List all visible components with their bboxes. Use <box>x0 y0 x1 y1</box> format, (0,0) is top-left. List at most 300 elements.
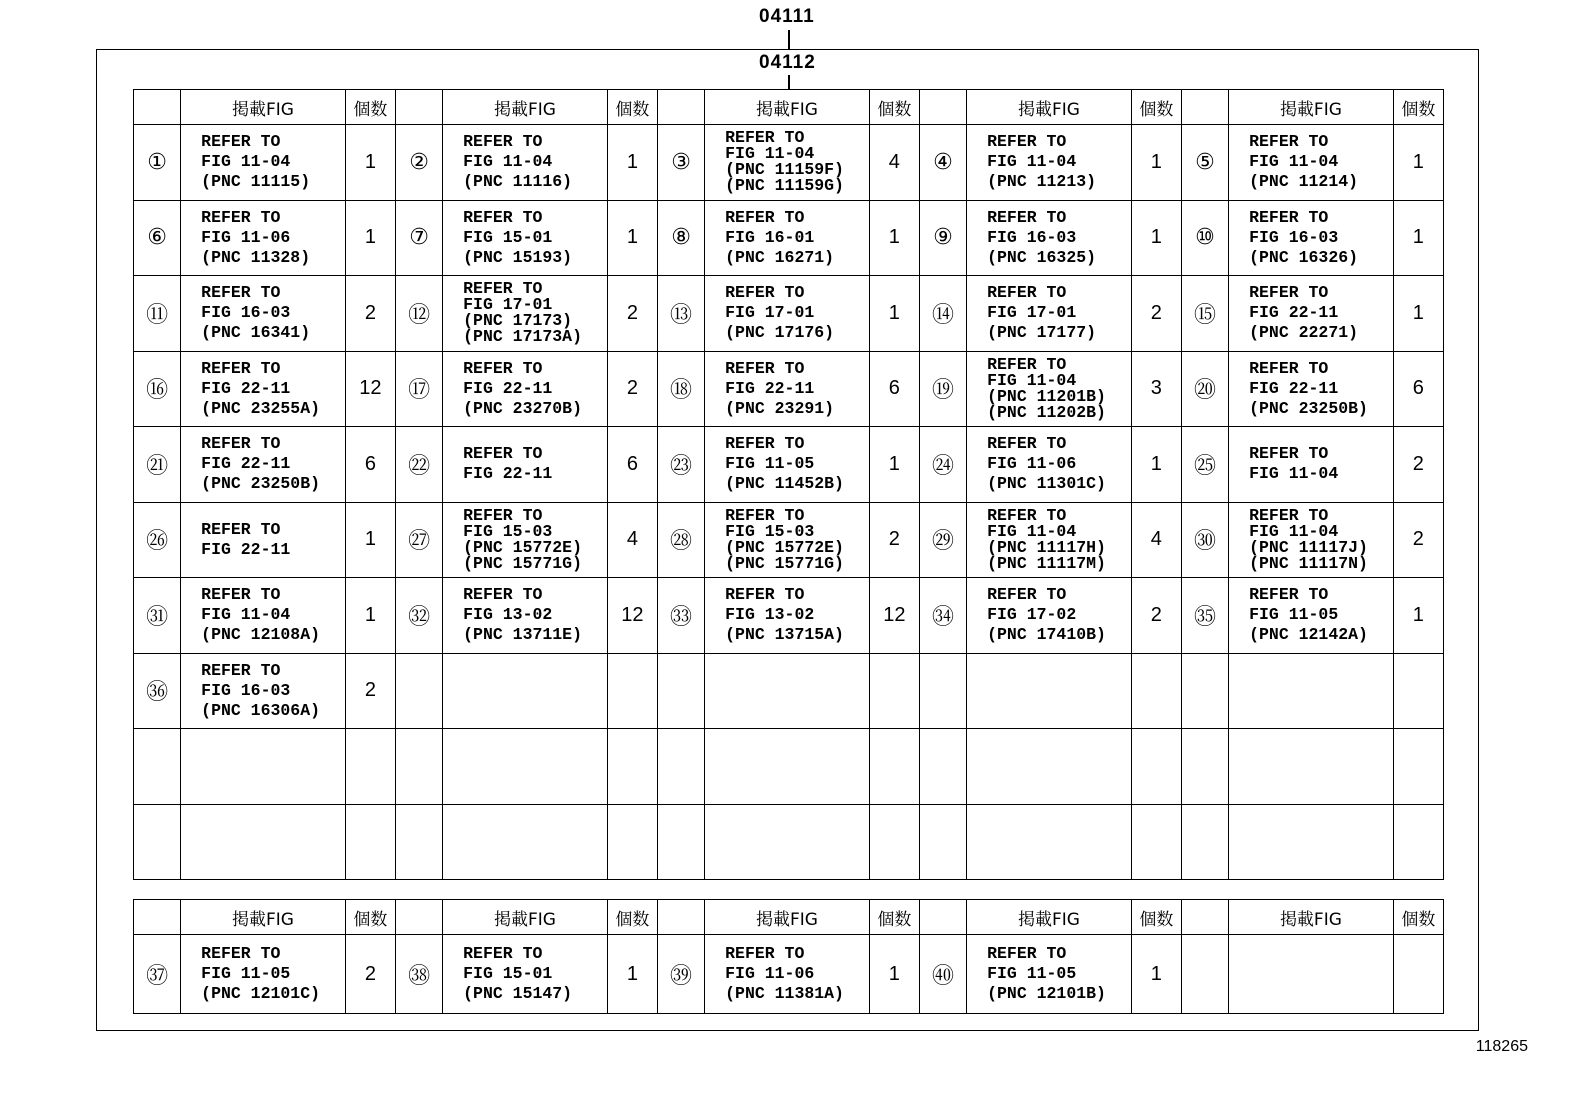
header-fig-label: 掲載FIG <box>1229 90 1394 125</box>
fig-reference-line: REFER TO <box>1249 358 1329 378</box>
header-number-cell <box>657 90 704 125</box>
quantity <box>1393 935 1443 1014</box>
fig-reference-line: REFER TO <box>1249 132 1329 152</box>
item-number: ㉑ <box>134 427 181 503</box>
fig-reference-line: FIG 15-03 <box>463 521 553 541</box>
fig-reference-line: FIG 22-11 <box>201 539 291 559</box>
quantity <box>1393 653 1443 729</box>
header-number-cell <box>395 90 442 125</box>
item-number <box>395 804 442 880</box>
header-qty-label: 個数 <box>1131 900 1181 935</box>
fig-reference <box>705 578 870 654</box>
fig-reference-line: FIG 11-05 <box>1249 605 1339 625</box>
figure-code: 118265 <box>1475 1038 1528 1055</box>
fig-reference-line: REFER TO <box>463 207 543 227</box>
table-row <box>134 653 1444 729</box>
fig-reference-line: (PNC 12101B) <box>987 984 1106 1003</box>
fig-reference-line: FIG 15-01 <box>463 227 553 247</box>
fig-reference-line: FIG 22-11 <box>725 378 815 398</box>
fig-reference-line: FIG 17-01 <box>987 303 1077 323</box>
inner-assembly-number: 04112 <box>759 52 816 73</box>
header-qty-label: 個数 <box>345 90 395 125</box>
fig-reference <box>967 427 1132 503</box>
table-row <box>134 729 1444 805</box>
fig-reference <box>181 200 346 276</box>
item-number <box>134 729 181 805</box>
header-number-cell <box>657 900 704 935</box>
fig-reference-line: FIG 22-11 <box>201 454 291 474</box>
item-number <box>657 804 704 880</box>
fig-reference <box>181 125 346 201</box>
fig-reference <box>1229 729 1394 805</box>
fig-reference-line: (PNC 12101C) <box>201 984 320 1003</box>
quantity: 6 <box>869 351 919 427</box>
item-number: ⑰ <box>395 351 442 427</box>
quantity <box>345 729 395 805</box>
quantity: 1 <box>1393 276 1443 352</box>
item-number: ㉙ <box>919 502 966 578</box>
fig-reference-line: REFER TO <box>987 944 1067 963</box>
fig-reference-line: (PNC 11201B) <box>987 386 1106 406</box>
item-number: ㉓ <box>657 427 704 503</box>
fig-reference-line: REFER TO <box>725 585 805 605</box>
fig-reference <box>1229 200 1394 276</box>
quantity: 1 <box>1131 427 1181 503</box>
quantity <box>869 804 919 880</box>
fig-reference-line: (PNC 23270B) <box>463 398 582 418</box>
fig-reference <box>967 276 1132 352</box>
item-number: ㉚ <box>1181 502 1228 578</box>
fig-reference-line: (PNC 23250B) <box>1249 398 1368 418</box>
fig-reference <box>967 125 1132 201</box>
fig-reference <box>443 125 608 201</box>
fig-reference-line: (PNC 13711E) <box>463 625 582 645</box>
header-fig-label: 掲載FIG <box>705 900 870 935</box>
header-qty-label: 個数 <box>869 90 919 125</box>
item-number: ⑬ <box>657 276 704 352</box>
fig-reference <box>1229 427 1394 503</box>
fig-reference <box>181 653 346 729</box>
fig-reference-line: (PNC 15772E) <box>463 537 582 557</box>
fig-reference-line: (PNC 11328) <box>201 247 311 267</box>
header-fig-label: 掲載FIG <box>705 90 870 125</box>
fig-reference-line: (PNC 11116) <box>463 172 573 192</box>
quantity: 2 <box>607 351 657 427</box>
fig-reference-line: (PNC 16306A) <box>201 700 320 720</box>
quantity: 1 <box>1131 935 1181 1014</box>
fig-reference-line: REFER TO <box>463 279 543 299</box>
fig-reference-line: REFER TO <box>987 585 1067 605</box>
fig-reference-line: REFER TO <box>463 585 543 605</box>
header-qty-label: 個数 <box>1393 90 1443 125</box>
fig-reference <box>1229 804 1394 880</box>
fig-reference <box>967 578 1132 654</box>
quantity: 2 <box>1393 502 1443 578</box>
fig-reference <box>443 578 608 654</box>
quantity <box>869 729 919 805</box>
fig-reference-line: (PNC 11117J) <box>1249 537 1368 557</box>
quantity <box>1131 729 1181 805</box>
fig-reference-line: (PNC 17410B) <box>987 625 1106 645</box>
item-number <box>657 653 704 729</box>
header-qty-label: 個数 <box>1131 90 1181 125</box>
fig-reference-line: FIG 11-05 <box>987 964 1077 983</box>
item-number: ⑩ <box>1181 200 1228 276</box>
quantity: 1 <box>869 276 919 352</box>
item-number: ② <box>395 125 442 201</box>
fig-reference-line: FIG 22-11 <box>463 464 553 484</box>
fig-reference-line: FIG 13-02 <box>463 605 553 625</box>
quantity: 1 <box>607 125 657 201</box>
item-number: ⑪ <box>134 276 181 352</box>
item-number: ㉜ <box>395 578 442 654</box>
fig-reference <box>443 276 608 352</box>
fig-reference-line: FIG 11-04 <box>1249 152 1339 172</box>
table-row <box>134 935 1444 1014</box>
fig-reference-line: REFER TO <box>1249 505 1329 525</box>
fig-reference-line: (PNC 12142A) <box>1249 625 1368 645</box>
fig-reference-line: REFER TO <box>201 207 281 227</box>
fig-reference-line: REFER TO <box>725 128 805 148</box>
quantity: 2 <box>345 935 395 1014</box>
fig-reference <box>181 804 346 880</box>
item-number: ④ <box>919 125 966 201</box>
quantity: 1 <box>1393 578 1443 654</box>
fig-reference <box>967 729 1132 805</box>
fig-reference-line: (PNC 22271) <box>1249 323 1359 343</box>
fig-reference-line: FIG 16-01 <box>725 227 815 247</box>
fig-reference <box>705 427 870 503</box>
quantity: 12 <box>869 578 919 654</box>
fig-reference-line: (PNC 11117H) <box>987 537 1106 557</box>
fig-reference <box>443 935 608 1014</box>
quantity: 1 <box>345 200 395 276</box>
quantity <box>345 804 395 880</box>
fig-reference-line: REFER TO <box>201 132 281 152</box>
item-number: ⑨ <box>919 200 966 276</box>
table-row <box>134 351 1444 427</box>
quantity: 1 <box>1131 125 1181 201</box>
item-number <box>919 653 966 729</box>
fig-reference-line: FIG 22-11 <box>1249 378 1339 398</box>
header-number-cell <box>134 900 181 935</box>
quantity: 6 <box>1393 351 1443 427</box>
fig-reference-line: (PNC 11452B) <box>725 474 844 494</box>
fig-reference-line: REFER TO <box>1249 585 1329 605</box>
fig-reference-line: REFER TO <box>463 132 543 152</box>
header-fig-label: 掲載FIG <box>181 90 346 125</box>
fig-reference <box>443 200 608 276</box>
header-number-cell <box>919 90 966 125</box>
fig-reference-line: (PNC 13715A) <box>725 625 844 645</box>
item-number: ㉝ <box>657 578 704 654</box>
fig-reference-line: (PNC 15771G) <box>463 553 582 573</box>
item-number <box>657 729 704 805</box>
fig-reference <box>181 502 346 578</box>
fig-reference-line: FIG 16-03 <box>987 227 1077 247</box>
inner-leader-line <box>788 75 790 89</box>
quantity: 12 <box>607 578 657 654</box>
fig-reference <box>443 804 608 880</box>
item-number: ㊱ <box>134 653 181 729</box>
fig-reference-line: REFER TO <box>987 283 1067 303</box>
fig-reference-line: REFER TO <box>725 505 805 525</box>
fig-reference-line: REFER TO <box>725 207 805 227</box>
fig-reference <box>705 729 870 805</box>
fig-reference-line: REFER TO <box>725 944 805 963</box>
quantity: 6 <box>345 427 395 503</box>
header-number-cell <box>919 900 966 935</box>
fig-reference-line: FIG 11-04 <box>987 370 1077 390</box>
item-number <box>395 653 442 729</box>
outer-assembly-number: 04111 <box>759 6 815 27</box>
item-number: ㉛ <box>134 578 181 654</box>
fig-reference-line: REFER TO <box>201 519 281 539</box>
header-qty-label: 個数 <box>869 900 919 935</box>
fig-reference-line: (PNC 11202B) <box>987 402 1106 422</box>
fig-reference-line: (PNC 11214) <box>1249 172 1359 192</box>
fig-reference-line: (PNC 15147) <box>463 984 573 1003</box>
item-number: ㉟ <box>1181 578 1228 654</box>
fig-reference-line: REFER TO <box>987 505 1067 525</box>
fig-reference-line: REFER TO <box>1249 283 1329 303</box>
fig-reference <box>181 351 346 427</box>
quantity <box>1393 729 1443 805</box>
fig-reference-line: REFER TO <box>463 505 543 525</box>
fig-reference-line: FIG 22-11 <box>201 378 291 398</box>
quantity <box>869 653 919 729</box>
fig-reference <box>1229 351 1394 427</box>
fig-reference <box>443 729 608 805</box>
fig-reference <box>1229 653 1394 729</box>
item-number: ㊵ <box>919 935 966 1014</box>
fig-reference-line: FIG 17-01 <box>463 295 553 315</box>
quantity: 1 <box>869 427 919 503</box>
quantity: 1 <box>1393 200 1443 276</box>
item-number: ⑧ <box>657 200 704 276</box>
fig-reference <box>1229 276 1394 352</box>
header-qty-label: 個数 <box>1393 900 1443 935</box>
item-number <box>1181 804 1228 880</box>
fig-reference-line: REFER TO <box>725 283 805 303</box>
fig-reference-line: REFER TO <box>201 585 281 605</box>
fig-reference <box>181 276 346 352</box>
fig-reference-line: (PNC 15772E) <box>725 537 844 557</box>
fig-reference <box>705 351 870 427</box>
header-number-cell <box>134 90 181 125</box>
fig-reference-line: FIG 11-04 <box>201 152 291 172</box>
fig-reference <box>181 935 346 1014</box>
quantity: 4 <box>869 125 919 201</box>
fig-reference-line: (PNC 15771G) <box>725 553 844 573</box>
header-fig-label: 掲載FIG <box>181 900 346 935</box>
item-number: ① <box>134 125 181 201</box>
quantity <box>607 653 657 729</box>
quantity: 2 <box>345 276 395 352</box>
item-number: ㉗ <box>395 502 442 578</box>
fig-reference-line: FIG 11-04 <box>725 144 815 164</box>
item-number: ㉒ <box>395 427 442 503</box>
fig-reference <box>181 578 346 654</box>
fig-reference <box>705 804 870 880</box>
item-number <box>919 729 966 805</box>
outer-leader-line <box>788 30 790 49</box>
item-number <box>1181 653 1228 729</box>
fig-reference <box>443 502 608 578</box>
item-number: ⑳ <box>1181 351 1228 427</box>
quantity: 2 <box>1131 276 1181 352</box>
fig-reference <box>1229 935 1394 1014</box>
quantity: 2 <box>1393 427 1443 503</box>
quantity: 3 <box>1131 351 1181 427</box>
fig-reference-line: FIG 15-03 <box>725 521 815 541</box>
fig-reference-line: FIG 11-04 <box>987 152 1077 172</box>
header-number-cell <box>395 900 442 935</box>
fig-reference-line: FIG 11-04 <box>1249 521 1339 541</box>
fig-reference-line: FIG 11-04 <box>463 152 553 172</box>
quantity <box>607 804 657 880</box>
fig-reference-line: (PNC 12108A) <box>201 625 320 645</box>
fig-reference-line: REFER TO <box>987 132 1067 152</box>
item-number: ㉕ <box>1181 427 1228 503</box>
fig-reference <box>705 935 870 1014</box>
fig-reference-line: (PNC 16271) <box>725 247 835 267</box>
header-qty-label: 個数 <box>345 900 395 935</box>
header-fig-label: 掲載FIG <box>967 900 1132 935</box>
fig-reference-line: FIG 15-01 <box>463 964 553 983</box>
fig-reference-line: FIG 22-11 <box>1249 303 1339 323</box>
fig-reference <box>967 351 1132 427</box>
header-fig-label: 掲載FIG <box>1229 900 1394 935</box>
table-row <box>134 125 1444 201</box>
quantity: 4 <box>607 502 657 578</box>
fig-reference-line: FIG 22-11 <box>463 378 553 398</box>
quantity: 2 <box>869 502 919 578</box>
fig-reference-line: (PNC 23250B) <box>201 474 320 494</box>
item-number: ㊴ <box>657 935 704 1014</box>
parts-table-main <box>133 89 1444 880</box>
fig-reference-line: REFER TO <box>1249 444 1329 464</box>
fig-reference-line: REFER TO <box>987 434 1067 454</box>
fig-reference-line: FIG 11-05 <box>201 964 291 983</box>
fig-reference <box>705 502 870 578</box>
quantity: 6 <box>607 427 657 503</box>
fig-reference-line: FIG 11-05 <box>725 454 815 474</box>
header-qty-label: 個数 <box>607 90 657 125</box>
fig-reference-line: REFER TO <box>201 660 281 680</box>
fig-reference-line: REFER TO <box>463 444 543 464</box>
item-number <box>134 804 181 880</box>
fig-reference-line: FIG 17-01 <box>725 303 815 323</box>
quantity: 4 <box>1131 502 1181 578</box>
item-number <box>395 729 442 805</box>
fig-reference <box>967 935 1132 1014</box>
fig-reference-line: FIG 11-04 <box>987 521 1077 541</box>
fig-reference-line: REFER TO <box>1249 207 1329 227</box>
fig-reference-line: (PNC 17176) <box>725 323 835 343</box>
table-row <box>134 502 1444 578</box>
fig-reference-line: FIG 16-03 <box>201 680 291 700</box>
fig-reference <box>967 502 1132 578</box>
quantity: 1 <box>869 200 919 276</box>
fig-reference-line: REFER TO <box>463 944 543 963</box>
item-number <box>919 804 966 880</box>
table-row <box>134 427 1444 503</box>
quantity: 2 <box>607 276 657 352</box>
header-number-cell <box>1181 90 1228 125</box>
item-number: ⑥ <box>134 200 181 276</box>
item-number: ⑭ <box>919 276 966 352</box>
fig-reference-line: (PNC 11301C) <box>987 474 1106 494</box>
fig-reference-line: REFER TO <box>201 358 281 378</box>
quantity: 1 <box>345 578 395 654</box>
fig-reference-line: FIG 17-02 <box>987 605 1077 625</box>
fig-reference-line: REFER TO <box>201 434 281 454</box>
item-number: ㊳ <box>395 935 442 1014</box>
quantity: 1 <box>869 935 919 1014</box>
fig-reference-line: FIG 11-06 <box>201 227 291 247</box>
fig-reference-line: (PNC 11213) <box>987 172 1097 192</box>
fig-reference-line: (PNC 11117M) <box>987 553 1106 573</box>
fig-reference-line: FIG 16-03 <box>201 303 291 323</box>
fig-reference <box>1229 578 1394 654</box>
quantity <box>607 729 657 805</box>
fig-reference-line: (PNC 11159G) <box>725 176 844 196</box>
fig-reference <box>181 427 346 503</box>
quantity: 2 <box>345 653 395 729</box>
fig-reference <box>443 427 608 503</box>
fig-reference-line: FIG 11-04 <box>1249 464 1339 484</box>
fig-reference-line: (PNC 11381A) <box>725 984 844 1003</box>
item-number: ⑱ <box>657 351 704 427</box>
fig-reference <box>705 200 870 276</box>
quantity: 2 <box>1131 578 1181 654</box>
fig-reference-line: (PNC 16325) <box>987 247 1097 267</box>
quantity: 1 <box>345 502 395 578</box>
header-fig-label: 掲載FIG <box>443 90 608 125</box>
fig-reference-line: (PNC 16326) <box>1249 247 1359 267</box>
quantity: 1 <box>607 935 657 1014</box>
fig-reference-line: REFER TO <box>201 944 281 963</box>
quantity: 1 <box>607 200 657 276</box>
item-number: ⑯ <box>134 351 181 427</box>
fig-reference-line: (PNC 16341) <box>201 323 311 343</box>
item-number: ㉔ <box>919 427 966 503</box>
fig-reference-line: (PNC 17177) <box>987 323 1097 343</box>
fig-reference <box>1229 502 1394 578</box>
fig-reference <box>1229 125 1394 201</box>
quantity <box>1131 804 1181 880</box>
table-row <box>134 578 1444 654</box>
item-number <box>1181 935 1228 1014</box>
item-number: ⑦ <box>395 200 442 276</box>
fig-reference <box>443 653 608 729</box>
header-number-cell <box>1181 900 1228 935</box>
fig-reference-line: REFER TO <box>725 358 805 378</box>
fig-reference-line: REFER TO <box>987 354 1067 374</box>
fig-reference-line: REFER TO <box>987 207 1067 227</box>
fig-reference-line: FIG 16-03 <box>1249 227 1339 247</box>
fig-reference <box>181 729 346 805</box>
fig-reference <box>967 200 1132 276</box>
item-number: ㉘ <box>657 502 704 578</box>
quantity <box>1393 804 1443 880</box>
quantity: 1 <box>345 125 395 201</box>
item-number: ⑲ <box>919 351 966 427</box>
header-qty-label: 個数 <box>607 900 657 935</box>
item-number: ㉞ <box>919 578 966 654</box>
fig-reference-line: (PNC 15193) <box>463 247 573 267</box>
